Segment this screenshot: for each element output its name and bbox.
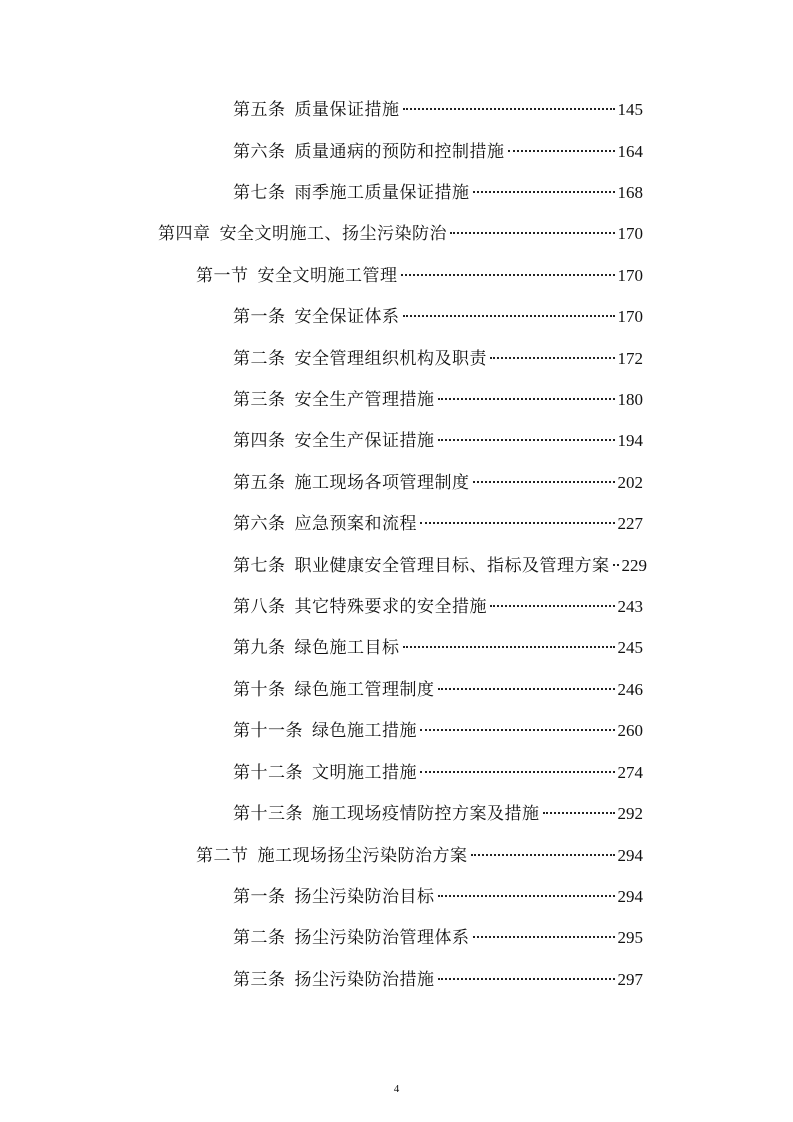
toc-entry-number: 第一条 [233,307,286,327]
toc-entry-title: 安全文明施工、扬尘污染防治 [219,224,447,244]
toc-entry-title: 职业健康安全管理目标、指标及管理方案 [294,556,610,576]
toc-entry-number: 第十一条 [233,721,303,741]
dot-leader [450,232,615,234]
toc-entry[interactable] [233,181,643,205]
toc-entry-page: 180 [617,390,643,409]
toc-entry-title: 文明施工措施 [312,763,417,783]
toc-entry-page: 246 [617,680,643,699]
toc-entry[interactable] [233,678,643,702]
toc-entry[interactable] [233,885,643,909]
toc-entry-number: 第七条 [233,183,286,203]
toc-entry-number: 第五条 [233,473,286,493]
toc-entry-page: 292 [617,804,643,823]
toc-entry-title: 其它特殊要求的安全措施 [294,597,487,617]
dot-leader [490,605,615,607]
toc-section-entry[interactable] [196,264,643,288]
toc-entry-title: 绿色施工目标 [294,638,400,658]
toc-entry[interactable] [233,554,647,578]
toc-entry-page: 227 [617,514,643,533]
toc-entry[interactable] [233,802,643,826]
toc-entry-title: 施工现场扬尘污染防治方案 [257,846,468,866]
toc-entry[interactable] [233,968,643,992]
toc-entry-title: 扬尘污染防治管理体系 [294,928,470,948]
toc-section-entry[interactable] [196,844,643,868]
dot-leader [403,646,615,648]
toc-entry-number: 第二节 [196,846,249,866]
dot-leader [473,191,615,193]
dot-leader [420,522,615,524]
toc-entry[interactable] [233,761,643,785]
toc-entry-page: 245 [617,638,643,657]
toc-entry-title: 绿色施工措施 [312,721,417,741]
dot-leader [438,398,615,400]
toc-entry-page: 294 [617,887,643,906]
dot-leader [543,812,615,814]
toc-entry-title: 施工现场疫情防控方案及措施 [312,804,540,824]
toc-chapter-entry[interactable] [158,222,643,246]
dot-leader [471,854,615,856]
toc-entry-page: 294 [617,846,643,865]
toc-entry-title: 扬尘污染防治目标 [294,887,435,907]
toc-entry[interactable] [233,140,643,164]
toc-entry-title: 质量保证措施 [294,100,400,120]
toc-entry-title: 绿色施工管理制度 [294,680,435,700]
toc-entry-number: 第六条 [233,142,286,162]
toc-entry-page: 202 [617,473,643,492]
toc-entry-page: 274 [617,763,643,782]
dot-leader [438,895,615,897]
toc-entry-title: 应急预案和流程 [294,514,417,534]
toc-entry[interactable] [233,388,643,412]
toc-entry[interactable] [233,926,643,950]
toc-entry-number: 第三条 [233,390,286,410]
toc-entry-number: 第三条 [233,970,286,990]
toc-entry-title: 扬尘污染防治措施 [294,970,435,990]
toc-entry[interactable] [233,471,643,495]
toc-entry[interactable] [233,429,643,453]
toc-entry-page: 145 [617,100,643,119]
toc-entry-page: 170 [617,224,643,243]
dot-leader [403,315,615,317]
toc-entry[interactable] [233,347,643,371]
toc-entry-number: 第五条 [233,100,286,120]
toc-entry-title: 安全管理组织机构及职责 [294,349,487,369]
toc-entry-number: 第九条 [233,638,286,658]
toc-entry-number: 第四章 [158,224,211,244]
dot-leader [438,439,615,441]
toc-entry-title: 质量通病的预防和控制措施 [294,142,505,162]
toc-entry-title: 安全生产管理措施 [294,390,435,410]
dot-leader [473,481,615,483]
toc-entry-number: 第十条 [233,680,286,700]
toc-entry-page: 243 [617,597,643,616]
toc-entry[interactable] [233,98,643,122]
dot-leader [401,274,615,276]
toc-entry-page: 168 [617,183,643,202]
toc-entry-page: 164 [617,142,643,161]
toc-entry-page: 194 [617,431,643,450]
toc-entry-number: 第二条 [233,928,286,948]
dot-leader [508,150,615,152]
page-number: 4 [393,1083,400,1095]
toc-entry[interactable] [233,719,643,743]
toc-entry-title: 安全文明施工管理 [257,266,398,286]
toc-entry-title: 施工现场各项管理制度 [294,473,470,493]
toc-entry-number: 第六条 [233,514,286,534]
dot-leader [420,729,615,731]
toc-entry-page: 297 [617,970,643,989]
dot-leader [473,936,615,938]
dot-leader [420,771,615,773]
dot-leader [490,357,615,359]
toc-entry-page: 170 [617,307,643,326]
toc-entry-title: 安全生产保证措施 [294,431,435,451]
toc-entry-title: 安全保证体系 [294,307,400,327]
dot-leader [438,688,615,690]
toc-entry-page: 170 [617,266,643,285]
toc-entry-title: 雨季施工质量保证措施 [294,183,470,203]
toc-entry-page: 229 [621,556,647,575]
toc-entry-number: 第四条 [233,431,286,451]
toc-entry-number: 第七条 [233,556,286,576]
toc-entry-page: 295 [617,928,643,947]
toc-entry[interactable] [233,636,643,660]
toc-entry[interactable] [233,512,643,536]
toc-entry-number: 第一节 [196,266,249,286]
toc-entry-number: 第一条 [233,887,286,907]
dot-leader [403,108,615,110]
toc-entry[interactable] [233,595,643,619]
toc-entry-number: 第十三条 [233,804,303,824]
toc-entry-page: 172 [617,349,643,368]
toc-entry-number: 第十二条 [233,763,303,783]
dot-leader [613,564,619,566]
toc-entry-page: 260 [617,721,643,740]
toc-entry-number: 第八条 [233,597,286,617]
toc-entry-number: 第二条 [233,349,286,369]
toc-entry[interactable] [233,305,643,329]
dot-leader [438,978,615,980]
